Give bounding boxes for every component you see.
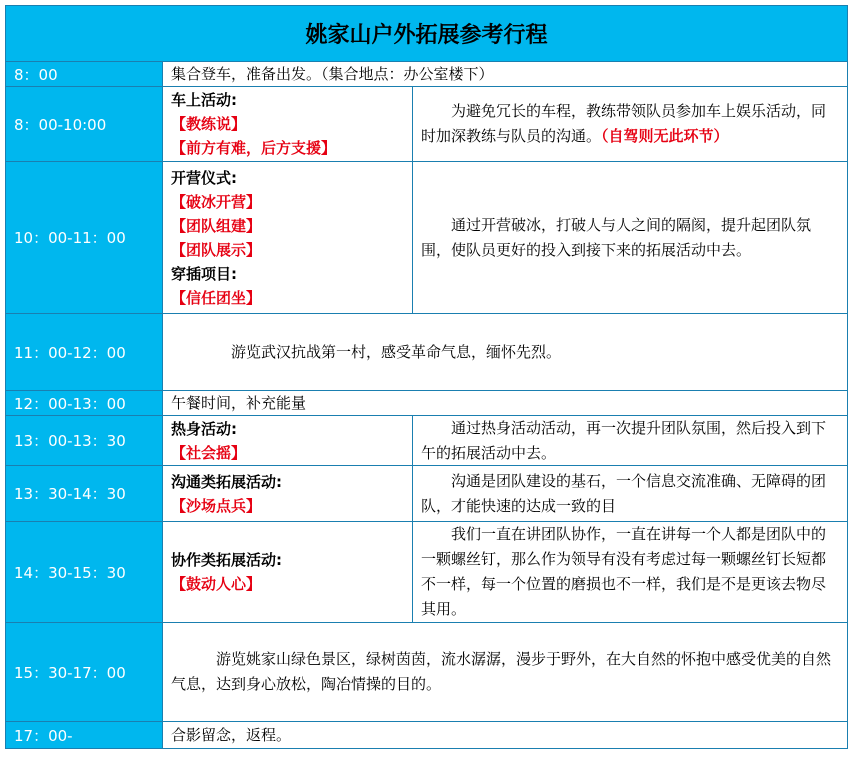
table-row — [6, 314, 847, 391]
time-cell: 11：00-12：00 — [6, 314, 163, 390]
itinerary-table — [5, 5, 848, 749]
description-text: 通过热身活动活动，再一次提升团队氛围，然后投入到下午的拓展活动中去。 — [421, 418, 827, 462]
activity-item: 【前方有难，后方支援】 — [171, 139, 337, 157]
time-cell: 13：30-14：30 — [6, 466, 163, 521]
description-cell — [413, 466, 847, 521]
activity-item: 【社会摇】 — [171, 443, 247, 462]
activity-label: 沟通类拓展活动: — [171, 472, 282, 491]
time-cell: 14：30-15：30 — [6, 522, 163, 622]
activity-cell — [163, 87, 413, 161]
content-cell — [163, 314, 847, 390]
time-cell: 8：00-10:00 — [6, 87, 163, 161]
activity-label: 热身活动: — [171, 419, 237, 438]
activity-item: 【破冰开营】 — [171, 192, 262, 211]
table-row — [6, 162, 847, 314]
activity-cell — [163, 162, 413, 313]
activity-label: 开营仪式: — [171, 168, 237, 187]
content-text: 游览姚家山绿色景区，绿树茵茵，流水潺潺，漫步于野外，在大自然的怀抱中感受优美的自然气息，达到身心放松，陶冶情操的目的。 — [171, 650, 832, 693]
table-row — [6, 87, 847, 162]
activity-label: 车上活动: — [171, 91, 237, 109]
table-title: 姚家山户外拓展参考行程 — [6, 6, 847, 62]
activity-item: 【教练说】 — [171, 115, 247, 133]
activity-item: 【沙场点兵】 — [171, 496, 262, 515]
table-row — [6, 722, 847, 748]
description-text: 通过开营破冰，打破人与人之间的隔阂，提升起团队氛围，使队员更好的投入到接下来的拓展活动中去。 — [421, 215, 812, 259]
activity-cell — [163, 466, 413, 521]
content-cell: 合影留念，返程。 — [171, 725, 292, 744]
activity-cell — [163, 522, 413, 622]
time-cell: 13：00-13：30 — [6, 416, 163, 465]
table-row — [6, 522, 847, 623]
activity-item: 【团队组建】 — [171, 216, 262, 235]
content-cell: 集合登车，准备出发。（集合地点：办公室楼下） — [171, 64, 494, 83]
description-cell — [413, 162, 847, 313]
activity-item: 【团队展示】 — [171, 240, 262, 259]
description-cell — [413, 416, 847, 465]
table-row — [6, 623, 847, 722]
time-cell: 8：00 — [6, 62, 163, 86]
description-text: 沟通是团队建设的基石，一个信息交流准确、无障碍的团队，才能快速的达成一致的目 — [421, 471, 827, 515]
description-text: 我们一直在讲团队协作，一直在讲每一个人都是团队中的一颗螺丝钉，那么作为领导有没有考虑过每一颗螺丝钉长短都不一样，每一个位置的磨损也不一样，我们是不是更该去物尽其用。 — [421, 525, 827, 618]
time-cell: 17：00- — [6, 722, 163, 748]
activity-label-secondary: 穿插项目: — [171, 264, 237, 283]
time-cell: 10：00-11：00 — [6, 162, 163, 313]
activity-item: 【鼓动人心】 — [171, 575, 262, 593]
content-cell — [163, 623, 847, 721]
activity-label: 协作类拓展活动: — [171, 551, 282, 569]
description-note: （自驾则无此环节） — [601, 127, 729, 145]
description-text — [421, 99, 839, 149]
content-text: 游览武汉抗战第一村，感受革命气息，缅怀先烈。 — [231, 342, 562, 361]
activity-cell — [163, 416, 413, 465]
activity-item: 【信任团坐】 — [171, 288, 262, 307]
content-cell: 午餐时间，补充能量 — [171, 393, 307, 412]
table-row — [6, 466, 847, 522]
table-row — [6, 62, 847, 87]
table-row — [6, 391, 847, 416]
time-cell: 15：30-17：00 — [6, 623, 163, 721]
description-cell — [413, 87, 847, 161]
table-row — [6, 416, 847, 466]
description-main: 为避免冗长的车程，教练带领队员参加车上娱乐活动，同时加深教练与队员的沟通。 — [421, 102, 827, 145]
description-cell — [413, 522, 847, 622]
time-cell: 12：00-13：00 — [6, 391, 163, 415]
